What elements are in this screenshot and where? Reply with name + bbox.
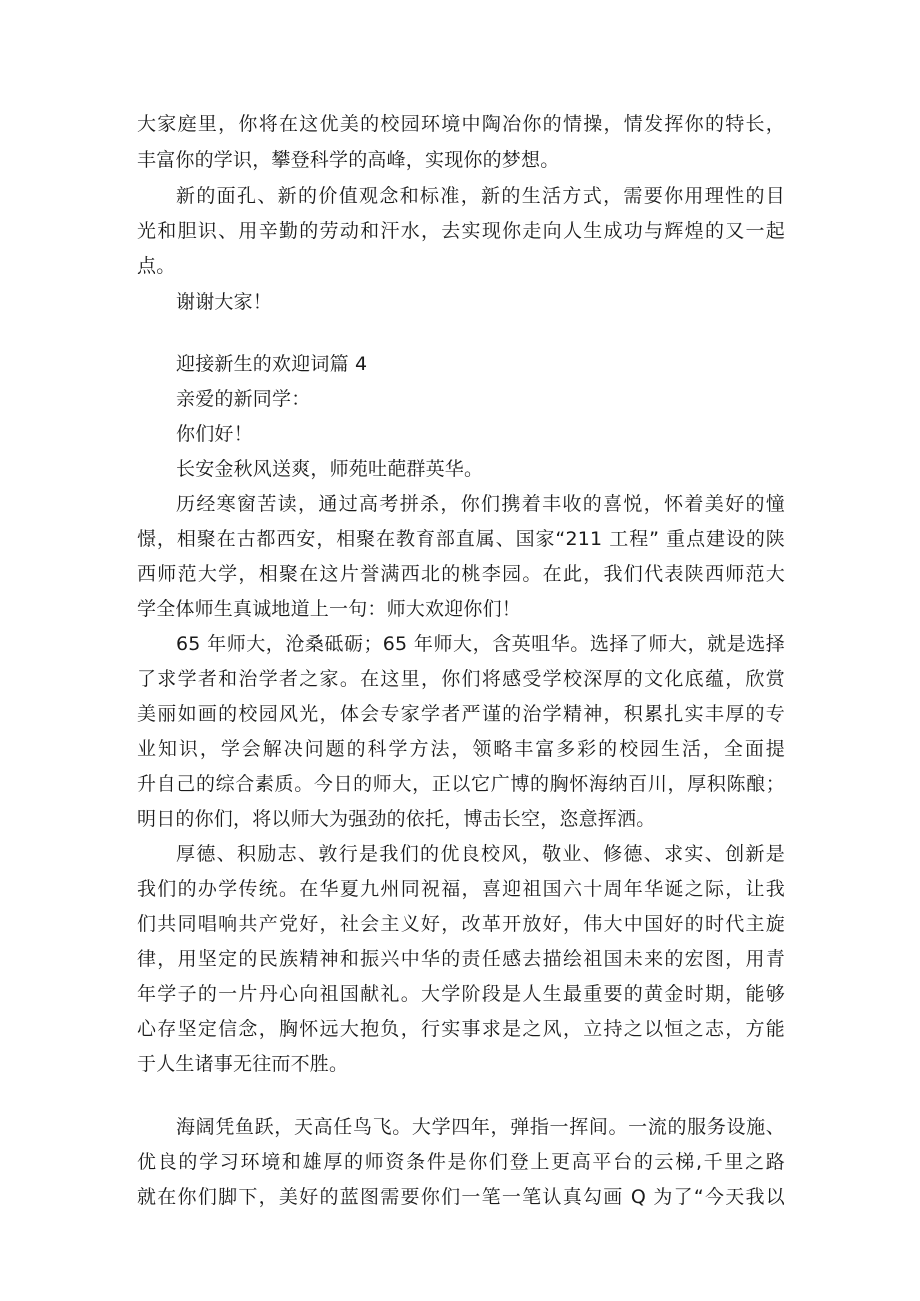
text-line: 谢谢大家！ <box>176 291 273 313</box>
text-line: 升自己的综合素质。今日的师大，正以它广博的胸怀海纳百川，厚积陈酿； <box>137 773 785 795</box>
text-line: 优良的学习环境和雄厚的师资条件是你们登上更高平台的云梯,千里之路 <box>137 1151 785 1173</box>
text-line: 年学子的一片丹心向祖国献礼。大学阶段是人生最重要的黄金时期，能够 <box>137 983 785 1005</box>
text-line: 憬，相聚在古都西安，相聚在教育部直属、国家“211 工程” 重点建设的陕 <box>137 528 785 550</box>
text-line: 历经寒窗苦读，通过高考拼杀，你们携着丰收的喜悦，怀着美好的憧 <box>176 493 785 515</box>
greeting: 你们好！ <box>176 423 253 445</box>
text-line: 厚德、积励志、敦行是我们的优良校风，敬业、修德、求实、创新是 <box>176 843 785 865</box>
text-line: 律，用坚定的民族精神和振兴中华的责任感去描绘祖国未来的宏图，用青 <box>137 948 785 970</box>
text-line: 业知识，学会解决问题的科学方法，领略丰富多彩的校园生活，全面提 <box>137 738 785 760</box>
salutation: 亲爱的新同学： <box>176 388 311 410</box>
text-line: 于人生诸事无往而不胜。 <box>137 1053 349 1075</box>
text-line: 海阔凭鱼跃，天高任鸟飞。大学四年，弹指一挥间。一流的服务设施、 <box>176 1116 785 1138</box>
text-line: 美丽如画的校园风光，体会专家学者严谨的治学精神，积累扎实丰厚的专 <box>137 703 785 725</box>
text-line: 65 年师大，沧桑砥砺；65 年师大，含英咀华。选择了师大，就是选择 <box>176 633 785 655</box>
text-line: 大家庭里，你将在这优美的校园环境中陶冶你的情操，情发挥你的特长， <box>137 113 785 135</box>
text-line: 了求学者和治学者之家。在这里，你们将感受学校深厚的文化底蕴，欣赏 <box>137 668 785 690</box>
text-line: 学全体师生真诚地道上一句：师大欢迎你们！ <box>137 598 522 620</box>
section-heading: 迎接新生的欢迎词篇 4 <box>176 353 368 375</box>
text-line: 丰富你的学识，攀登科学的高峰，实现你的梦想。 <box>137 149 560 171</box>
text-line: 明日的你们，将以师大为强劲的依托，博击长空，恣意挥洒。 <box>137 808 656 830</box>
text-line: 们共同唱响共产党好，社会主义好，改革开放好，伟大中国好的时代主旋 <box>137 913 785 935</box>
text-line: 长安金秋风送爽，师苑吐葩群英华。 <box>176 458 484 480</box>
text-line: 光和胆识、用辛勤的劳动和汗水，去实现你走向人生成功与辉煌的又一起 <box>137 220 785 242</box>
text-line: 心存坚定信念，胸怀远大抱负，行实事求是之风，立持之以恒之志，方能 <box>137 1018 785 1040</box>
text-line: 就在你们脚下，美好的蓝图需要你们一笔一笔认真勾画 Q 为了“今天我以 <box>137 1186 785 1208</box>
text-line: 新的面孔、新的价值观念和标准，新的生活方式，需要你用理性的目 <box>176 185 785 207</box>
text-line: 西师范大学，相聚在这片誉满西北的桃李园。在此，我们代表陕西师范大 <box>137 563 785 585</box>
text-line: 点。 <box>137 255 176 277</box>
text-line: 我们的办学传统。在华夏九州同祝福，喜迎祖国六十周年华诞之际，让我 <box>137 878 785 900</box>
